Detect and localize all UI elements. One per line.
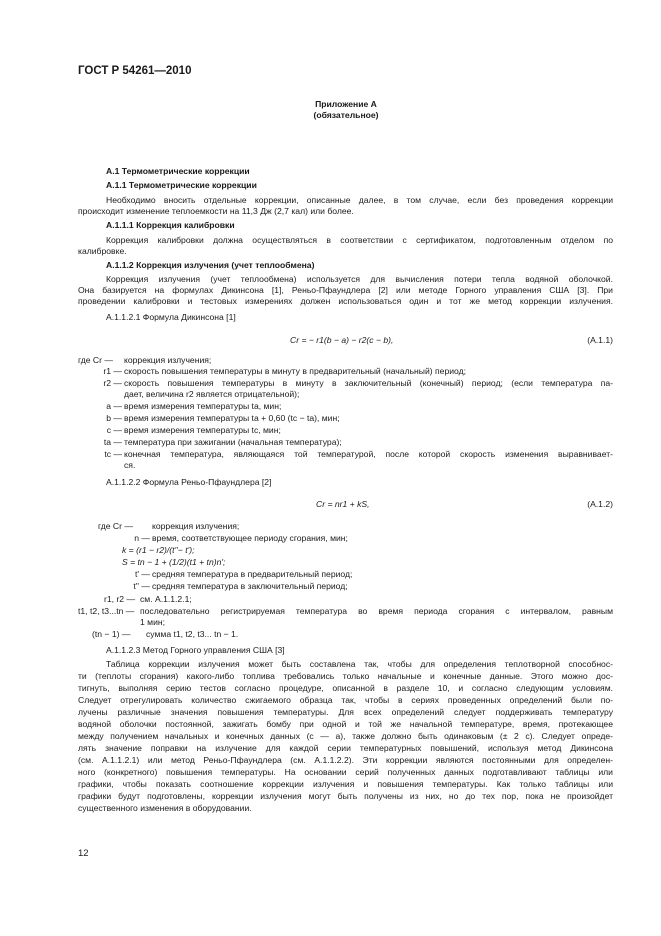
where-definition: время измерения температуры ta + 0,60 (tc − ta), мин; xyxy=(124,413,340,423)
where-definition: коррекция излучения; xyxy=(124,355,212,365)
where-formula: S = tn − 1 + (1/2)(t1 + tn)n'; xyxy=(122,557,226,567)
appendix-title: Приложение А xyxy=(315,99,377,109)
where-definition: время, соответствующее периоду сгорания, мин; xyxy=(152,533,348,543)
equation-regnault: Cr = nr1 + kS, xyxy=(316,499,370,509)
where-symbol: r1 — xyxy=(103,366,122,376)
document-code: ГОСТ Р 54261—2010 xyxy=(78,65,192,77)
where-definition: время измерения температуры tc, мин; xyxy=(124,425,281,435)
where-definition: конечная температура, являющаяся той температурой, после которой скорость изменения выравнивает- xyxy=(124,449,613,459)
subsection-heading-regnault: А.1.1.2.2 Формула Реньо-Пфаундлера [2] xyxy=(106,477,272,487)
section-heading-a111: А.1.1.1 Коррекция калибровки xyxy=(106,220,235,230)
where-definition: коррекция излучения; xyxy=(152,521,240,531)
paragraph-line: Она базируется на формулах Дикинсона [1], Реньо-Пфаундлера [2] или методе Горного управления США [3]. При xyxy=(78,285,613,295)
paragraph-line: ти (теплоты сгорания) какого-либо топлива требовались только начальные и конечные данные. Этого можно дос- xyxy=(78,671,613,681)
where-definition: последовательно регистрируемая температура во время периода сгорания с интервалом, равным xyxy=(140,606,613,616)
paragraph-line: Следует отрегулировать количество сжигаемого образца так, чтобы в сериях проведенных определений были по- xyxy=(78,695,613,705)
where-definition-cont: ся. xyxy=(124,460,136,470)
where-symbol: b — xyxy=(106,413,122,423)
section-heading-a112: А.1.1.2 Коррекция излучения (учет теплообмена) xyxy=(106,260,315,270)
where-definition: скорость повышения температуры в минуту в заключительный (конечный) период; (если температура па- xyxy=(124,378,613,388)
paragraph-line: тигнуть, выполняя серию тестов согласно процедуре, описанной в разделе 10, и согласно следующим условиям. xyxy=(78,683,613,693)
paragraph-line: происходит изменение теплоемкости на 11,3 Дж (2,7 кал) или более. xyxy=(78,206,354,216)
equation-number: (А.1.1) xyxy=(587,335,613,345)
equation-number: (А.1.2) xyxy=(587,499,613,509)
where-symbol: t1, t2, t3...tn — xyxy=(78,606,135,616)
where-symbol: где Cr — xyxy=(78,355,113,365)
page-number: 12 xyxy=(78,848,89,859)
paragraph-line: лучены различные значения повышения температуры. Для всех определений следует поддерживать температуру xyxy=(78,707,613,717)
where-symbol: (tn − 1) — xyxy=(92,629,131,639)
where-definition: сумма t1, t2, t3... tn − 1. xyxy=(146,629,239,639)
where-symbol: r2 — xyxy=(103,378,122,388)
paragraph-line: водяной оболочки постоянной, зажигать бомбу при одной и той же начальной температуре, время, протекающее xyxy=(78,719,613,729)
subsection-heading-dickinson: А.1.1.2.1 Формула Дикинсона [1] xyxy=(106,312,236,322)
where-symbol: t' — xyxy=(134,569,150,579)
section-heading-a11: А.1.1 Термометрические коррекции xyxy=(106,180,257,190)
paragraph-line: (см. А.1.1.2.1) или метод Реньо-Пфаундлера (см. А.1.1.2.2). Эти коррекции являются постоянными для определен- xyxy=(78,755,613,765)
where-definition: скорость повышения температуры в минуту в предварительный (начальный) период; xyxy=(124,366,467,376)
paragraph-line: проведении калибровки и тестовых измерениях должен использоваться один и тот же метод коррекции излучения. xyxy=(78,296,613,306)
paragraph-line: существенного изменения в оборудовании. xyxy=(78,803,252,813)
where-symbol: ta — xyxy=(103,437,122,447)
where-definition-cont: дает, величина r2 является отрицательной); xyxy=(124,389,300,399)
where-symbol: r1, r2 — xyxy=(104,594,136,604)
where-definition: температура при зажигании (начальная температура); xyxy=(124,437,342,447)
where-definition: см. А.1.1.2.1; xyxy=(140,594,192,604)
paragraph-line: графики, чтобы показать соотношение коррекции излучения и повышения температуры. Как только таблицы или xyxy=(78,779,613,789)
where-definition: средняя температура в предварительный период; xyxy=(152,569,353,579)
paragraph-line: графики будут подготовлены, коррекции излучения могут быть получены из них, но до тех пор, пока не произойдет xyxy=(78,791,613,801)
where-symbol: n — xyxy=(134,533,150,543)
paragraph-line: калибровке. xyxy=(78,246,127,256)
where-symbol: c — xyxy=(106,425,122,435)
section-heading-a1: А.1 Термометрические коррекции xyxy=(106,166,250,176)
where-symbol: tc — xyxy=(104,449,122,459)
paragraph-line: Необходимо вносить отдельные коррекции, описанные далее, в том случае, если без проведения коррекции xyxy=(106,195,613,205)
subsection-heading-bureau-of-mines: А.1.1.2.3 Метод Горного управления США [3] xyxy=(106,645,285,655)
where-definition-cont: 1 мин; xyxy=(140,617,166,627)
paragraph-line: Коррекция излучения (учет теплообмена) используется для вычисления потери тепла водяной оболочкой. xyxy=(106,274,613,284)
where-definition: средняя температура в заключительный период; xyxy=(152,581,348,591)
where-symbol: a — xyxy=(106,401,122,411)
paragraph-line: между получением начальных и конечных данных (c — a), также должно быть одинаковым (± 2 с). Следует опреде- xyxy=(78,731,613,741)
where-definition: время измерения температуры ta, мин; xyxy=(124,401,282,411)
paragraph-line: Коррекция калибровки должна осуществляться в соответствии с сертификатом, подготовленным отделом по xyxy=(106,235,613,245)
appendix-subtitle: (обязательное) xyxy=(313,110,379,120)
paragraph-line: Таблица коррекции излучения может быть составлена так, чтобы для определения теплотворной способнос- xyxy=(106,659,613,669)
where-symbol: t'' — xyxy=(133,581,150,591)
paragraph-line: лять значение поправки на излучение для каждой серии температурных повышений, используя метод Дикинсона xyxy=(78,743,613,753)
where-symbol: где Cr — xyxy=(98,521,133,531)
equation-dickinson: Cr = − r1(b − a) − r2(c − b), xyxy=(290,335,394,345)
where-formula: k = (r1 − r2)/(t''− t'); xyxy=(122,545,195,555)
paragraph-line: ного (конкретного) повышения температуры. На основании серий полученных данных подготавливают таблицы или xyxy=(78,767,613,777)
